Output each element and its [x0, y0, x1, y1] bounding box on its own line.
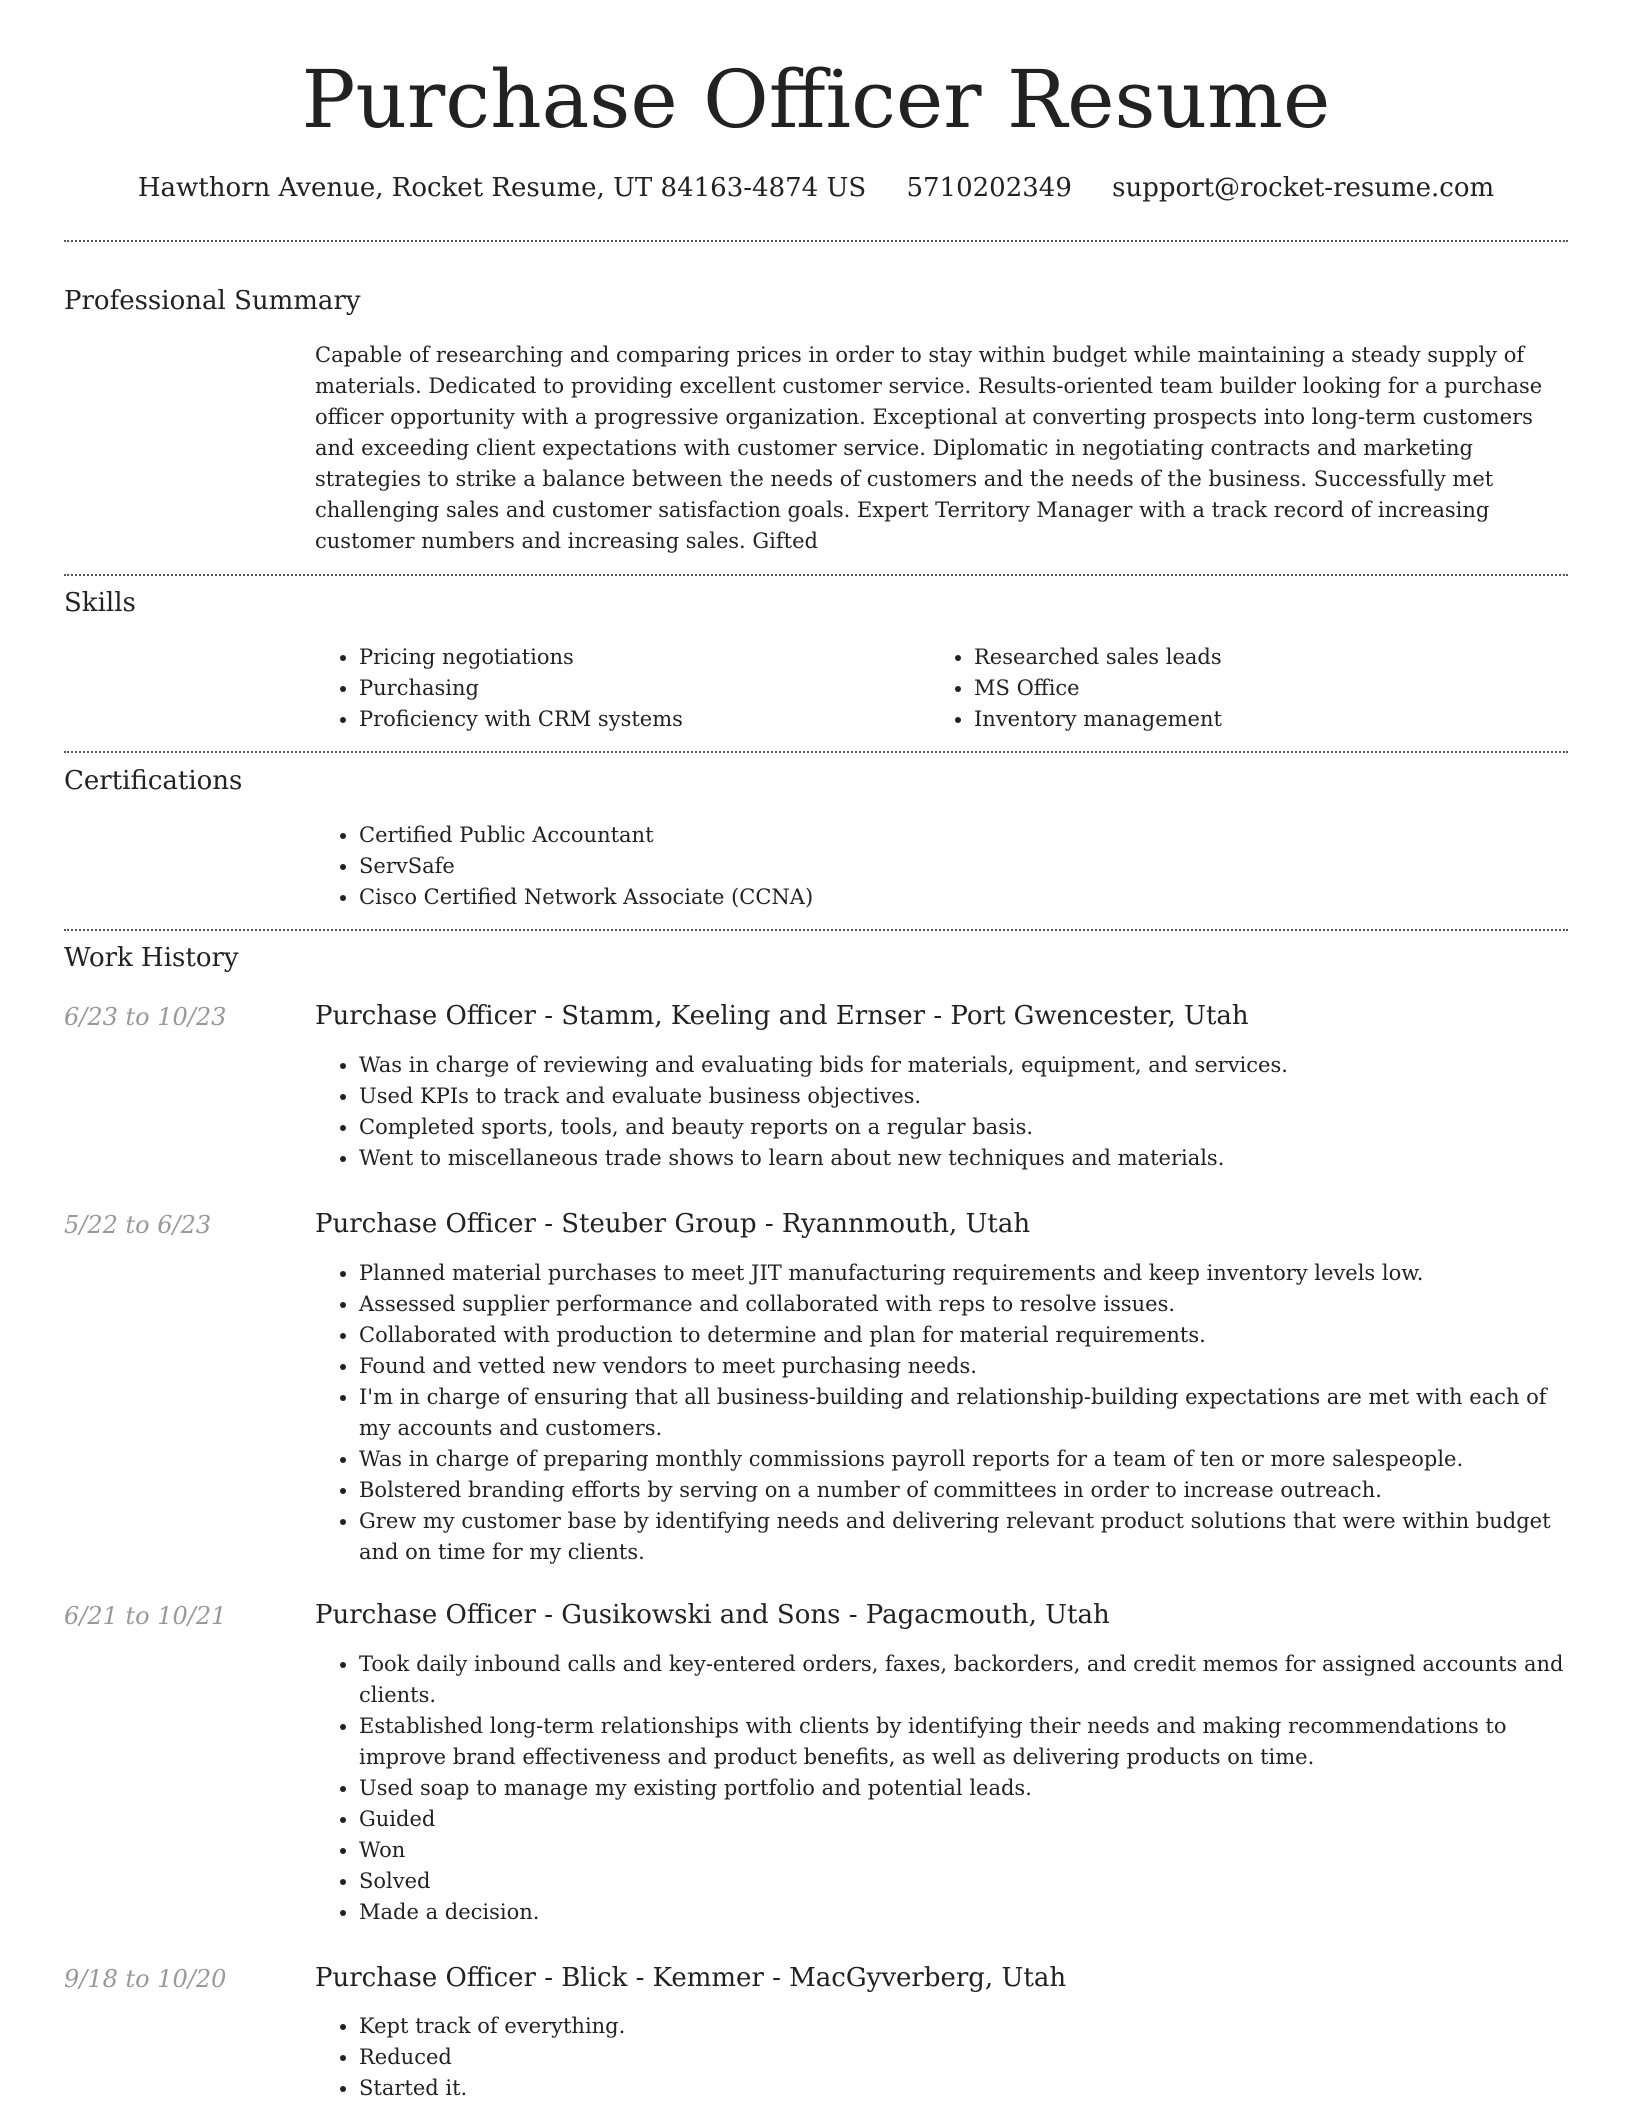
job-bullet: • Completed sports, tools, and beauty reports on a regular basis. [359, 1112, 1568, 1143]
job-bullet: • Planned material purchases to meet JIT manufacturing requirements and keep inventory levels low. [359, 1258, 1568, 1289]
job-bullet: • Collaborated with production to determine and plan for material requirements. [359, 1320, 1568, 1351]
contact-line [0, 170, 1632, 206]
certification-item: • ServSafe [359, 851, 1568, 882]
job-bullet: • Bolstered branding efforts by serving on a number of committees in order to increase outreach. [359, 1475, 1568, 1506]
job-bullet: • Used soap to manage my existing portfolio and potential leads. [359, 1773, 1568, 1804]
certification-item: • Cisco Certified Network Associate (CCNA) [359, 882, 1568, 913]
skills-left-column [315, 642, 915, 735]
job-bullet: • Used KPIs to track and evaluate business objectives. [359, 1081, 1568, 1112]
contact-email: support@rocket-resume.com [1112, 173, 1495, 203]
job-bullets-wrap [315, 1050, 1568, 1174]
contact-phone: 5710202349 [906, 173, 1072, 203]
summary-text: Capable of researching and comparing prices in order to stay within budget while maintaining a steady supply of materials. Dedicated to providing excellent customer service. Results-oriented team builder looking for a purchase officer opportunity with a progressive organization. Exceptional at converting prospects into long-term customers and exceeding client expectations with customer service. Diplomatic in negotiating contracts and marketing strategies to strike a balance between the needs of customers and the needs of the business. Successfully met challenging sales and customer satisfaction goals. Expert Territory Manager with a track record of increasing customer numbers and increasing sales. Gifted [315, 343, 1543, 553]
job-bullet: • Won [359, 1835, 1568, 1866]
job-bullet: • Kept track of everything. [359, 2011, 1568, 2042]
job-bullet: • Was in charge of preparing monthly commissions payroll reports for a team of ten or more salespeople. [359, 1444, 1568, 1475]
skills-right-list [930, 642, 1530, 735]
job-bullets [315, 1050, 1568, 1174]
contact-address: Hawthorn Avenue, Rocket Resume, UT 84163-4874 US [137, 173, 867, 203]
page-title: Purchase Officer Resume [301, 53, 1331, 146]
skill-item: • Proficiency with CRM systems [359, 704, 915, 735]
job-bullets-wrap [315, 2011, 1568, 2104]
job-title: Purchase Officer - Stamm, Keeling and Ernser - Port Gwencester, Utah [315, 1001, 1249, 1031]
skills-heading: Skills [64, 588, 136, 618]
certifications-list-wrap [315, 820, 1568, 913]
certifications-list [315, 820, 1568, 913]
job-bullet: • Took daily inbound calls and key-entered orders, faxes, backorders, and credit memos for assigned accounts and clients. [359, 1649, 1568, 1711]
job-bullets-wrap [315, 1649, 1568, 1928]
certifications-heading: Certifications [64, 766, 243, 796]
skill-item: • Purchasing [359, 673, 915, 704]
job-dates: 5/22 to 6/23 [64, 1211, 212, 1239]
job-bullet: • Went to miscellaneous trade shows to learn about new techniques and materials. [359, 1143, 1568, 1174]
job-bullet: • I'm in charge of ensuring that all business-building and relationship-building expectations are met with each of my accounts and customers. [359, 1382, 1568, 1444]
job-bullets [315, 1258, 1568, 1568]
job-bullet: • Guided [359, 1804, 1568, 1835]
job-bullet: • Grew my customer base by identifying needs and delivering relevant product solutions that were within budget and on time for my clients. [359, 1506, 1568, 1568]
job-bullets-wrap [315, 1258, 1568, 1568]
job-bullet: • Made a decision. [359, 1897, 1568, 1928]
job-bullets [315, 2011, 1568, 2104]
certification-item: • Certified Public Accountant [359, 820, 1568, 851]
skill-item: • MS Office [974, 673, 1530, 704]
job-bullet: • Solved [359, 1866, 1568, 1897]
job-bullet: • Established long-term relationships with clients by identifying their needs and making recommendations to improve brand effectiveness and product benefits, as well as delivering products on time. [359, 1711, 1568, 1773]
skill-item: • Inventory management [974, 704, 1530, 735]
job-bullet: • Started it. [359, 2073, 1568, 2104]
job-bullet: • Reduced [359, 2042, 1568, 2073]
section-divider [64, 929, 1568, 931]
job-title: Purchase Officer - Gusikowski and Sons - Pagacmouth, Utah [315, 1600, 1110, 1630]
summary-heading: Professional Summary [64, 286, 361, 316]
skill-item: • Pricing negotiations [359, 642, 915, 673]
job-dates: 6/21 to 10/21 [64, 1602, 227, 1630]
job-title: Purchase Officer - Steuber Group - Ryannmouth, Utah [315, 1209, 1031, 1239]
section-divider [64, 574, 1568, 576]
work-heading: Work History [64, 943, 239, 973]
job-bullet: • Was in charge of reviewing and evaluating bids for materials, equipment, and services. [359, 1050, 1568, 1081]
job-dates: 9/18 to 10/20 [64, 1965, 227, 1993]
skill-item: • Researched sales leads [974, 642, 1530, 673]
skills-left-list [315, 642, 915, 735]
job-dates: 6/23 to 10/23 [64, 1003, 227, 1031]
section-divider [64, 240, 1568, 242]
skills-right-column [930, 642, 1530, 735]
job-title: Purchase Officer - Blick - Kemmer - MacGyverberg, Utah [315, 1963, 1067, 1993]
job-bullet: • Assessed supplier performance and collaborated with reps to resolve issues. [359, 1289, 1568, 1320]
job-bullet: • Found and vetted new vendors to meet purchasing needs. [359, 1351, 1568, 1382]
section-divider [64, 751, 1568, 753]
job-bullets [315, 1649, 1568, 1928]
